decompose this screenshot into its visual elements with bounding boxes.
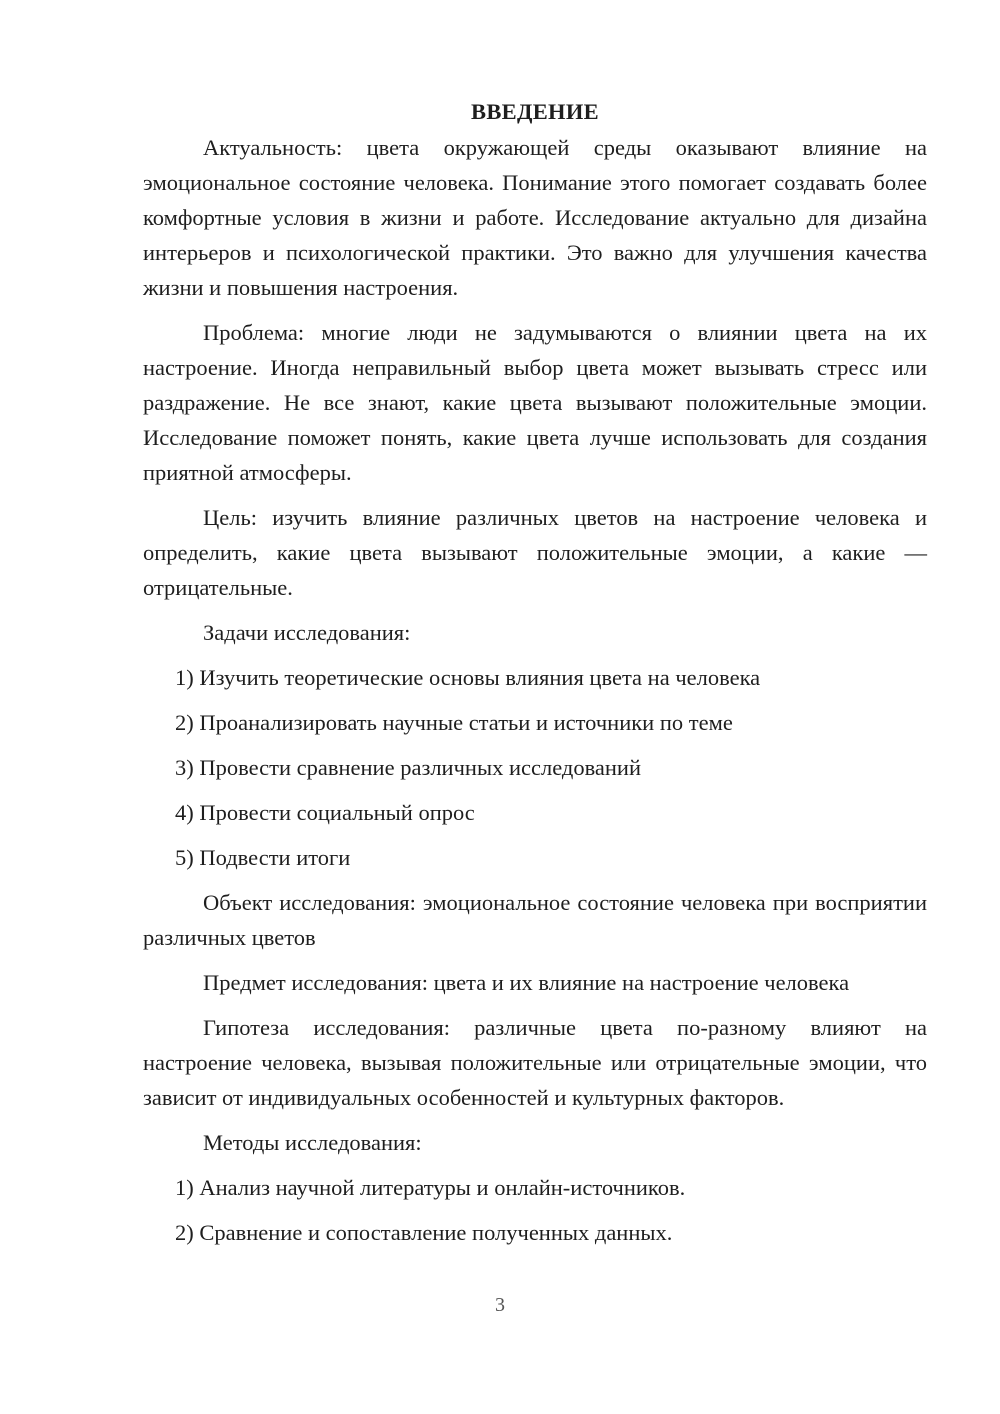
subject-paragraph: Предмет исследования: цвета и их влияние на настроение человека [203,970,850,995]
hypothesis-paragraph: Гипотеза исследования: различные цвета по-разному влияют на настроение человека, вызывая положительные или отрицательные эмоции, что зависит от индивидуальных особенностей и культурных факторов. [143,1015,927,1110]
methods-heading: Методы исследования: [203,1130,422,1155]
document-page [143,94,927,1260]
list-item: 4) Провести социальный опрос [175,800,475,825]
goal-paragraph: Цель: изучить влияние различных цветов на настроение человека и определить, какие цвета вызывают положительные эмоции, а какие — отрицательные. [143,505,927,600]
tasks-list [143,660,927,875]
problem-paragraph: Проблема: многие люди не задумываются о влиянии цвета на их настроение. Иногда неправильный выбор цвета может вызывать стресс или раздражение. Не все знают, какие цвета вызывают положительные эмоции. Исследование поможет понять, какие цвета лучше использовать для создания приятной атмосферы. [143,320,927,485]
list-item: 2) Сравнение и сопоставление полученных данных. [175,1220,673,1245]
page-title: ВВЕДЕНИЕ [471,99,599,124]
list-item: 1) Анализ научной литературы и онлайн-источников. [175,1175,686,1200]
page-number: 3 [495,1294,505,1316]
object-paragraph: Объект исследования: эмоциональное состояние человека при восприятии различных цветов [143,890,927,950]
list-item: 5) Подвести итоги [175,845,351,870]
list-item: 3) Провести сравнение различных исследований [175,755,642,780]
list-item: 2) Проанализировать научные статьи и источники по теме [175,710,733,735]
relevance-paragraph: Актуальность: цвета окружающей среды оказывают влияние на эмоциональное состояние человека. Понимание этого помогает создавать более комфортные условия в жизни и работе. Исследование актуально для дизайна интерьеров и психологической практики. Это важно для улучшения качества жизни и повышения настроения. [143,135,927,300]
list-item: 1) Изучить теоретические основы влияния цвета на человека [175,665,761,690]
tasks-heading: Задачи исследования: [203,620,411,645]
methods-list [143,1170,927,1250]
